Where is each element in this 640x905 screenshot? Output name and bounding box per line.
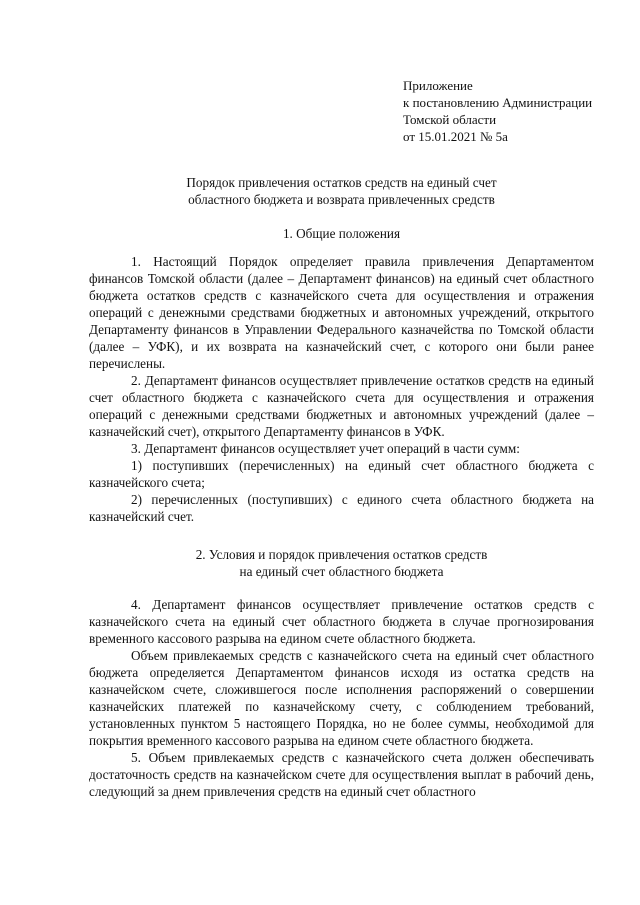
paragraph: 1) поступивших (перечисленных) на единый счет областного бюджета с казначейского счета; [89, 458, 594, 490]
paragraph: 2) перечисленных (поступивших) с единого счета областного бюджета на казначейский счет. [89, 492, 594, 524]
appendix-line: к постановлению Администрации [403, 95, 593, 110]
document-title [89, 174, 594, 208]
section-2-heading [89, 546, 594, 580]
paragraph: Объем привлекаемых средств с казначейского счета на единый счет областного бюджета определяется Департаментом финансов исходя из остатка средств на казначейском счете, сложившегося после исполнения распоряжений о совершении казначейских платежей по казначейскому счету, с соблюдением требований, установленных пунктом 5 настоящего Порядка, но не более суммы, необходимой для покрытия временного кассового разрыва на едином счете областного бюджета. [89, 648, 594, 748]
section-heading-line: 2. Условия и порядок привлечения остатков средств [195, 547, 488, 562]
title-line: областного бюджета и возврата привлеченных средств [188, 192, 495, 207]
appendix-line: Приложение [403, 78, 473, 93]
section-1-body [89, 253, 594, 525]
section-heading-line: на единый счет областного бюджета [239, 564, 444, 579]
paragraph: 3. Департамент финансов осуществляет учет операций в части сумм: [131, 441, 520, 456]
section-1-heading [89, 225, 594, 242]
appendix-block [403, 77, 613, 145]
appendix-line: Томской области [403, 112, 497, 127]
section-heading-line: 1. Общие положения [282, 226, 401, 241]
appendix-line: от 15.01.2021 № 5а [403, 129, 508, 144]
paragraph: 2. Департамент финансов осуществляет привлечение остатков средств на единый счет областного бюджета с казначейского счета для осуществления и отражения операций с денежными средствами бюджетных и автономных учреждений (далее – казначейский счет), открытого Департаменту финансов в УФК. [89, 373, 594, 439]
paragraph: 1. Настоящий Порядок определяет правила привлечения Департаментом финансов Томской области (далее – Департамент финансов) на единый счет областного бюджета остатков средств с казначейского счета для осуществления и отражения операций с денежными средствами бюджетных и автономных учреждений, открытого Департаменту финансов в Управлении Федерального казначейства по Томской области (далее – УФК), и их возврата на казначейский счет, с которого они были ранее перечислены. [89, 254, 594, 371]
title-line: Порядок привлечения остатков средств на единый счет [186, 175, 497, 190]
paragraph: 4. Департамент финансов осуществляет привлечение остатков средств с казначейского счета на единый счет областного бюджета в случае прогнозирования временного кассового разрыва на едином счете областного бюджета. [89, 597, 594, 646]
section-2-body [89, 596, 594, 800]
paragraph: 5. Объем привлекаемых средств с казначейского счета должен обеспечивать достаточность средств на казначейском счете для осуществления выплат в рабочий день, следующий за днем привлечения средств на единый счет областного [89, 750, 594, 799]
